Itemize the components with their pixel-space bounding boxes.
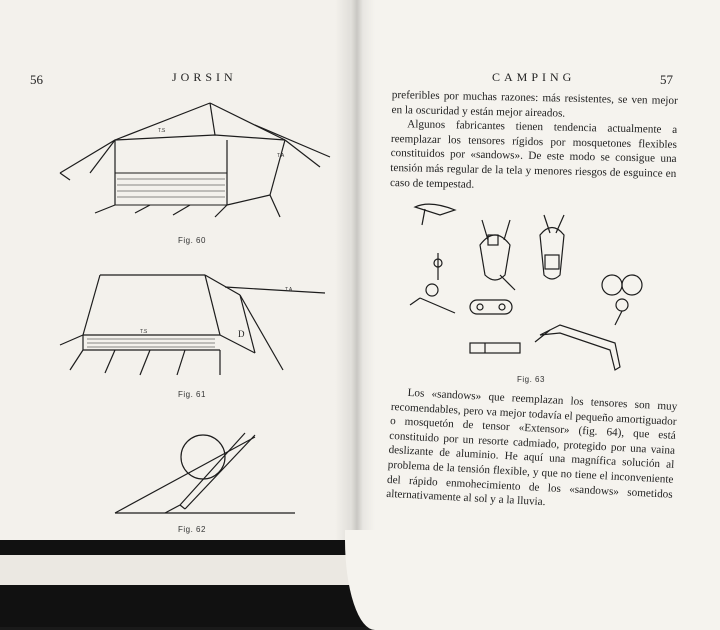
left-page-bottom-edge [0,555,360,585]
right-page-curl [345,530,720,630]
figure-60-tent-drawing [55,95,335,230]
book-gutter [335,0,375,600]
svg-text:T.S: T.S [140,329,148,335]
figure-63-caption: Fig. 63 [517,375,545,384]
right-page-number: 57 [660,72,673,87]
paragraph-1: preferibles por muchas razones: más resistentes, se ven mejor en la oscuridad y están mejor aireados. [391,88,678,120]
figure-62-caption: Fig. 62 [178,525,206,534]
figure-60-caption: Fig. 60 [178,236,206,245]
paragraph-3: Los «sandows» que reemplazan los tensores son muy recomendables, pero va mejor todavía el pequeño amortiguador o mosquetón de tensor «Extensor» (fig. 64), que está constituido por un resorte cadmiado, protegido por una vaina deslizante de aluminio. He aquí una magnífica solución al problema de la tensión flexible, y que no tiene el inconveniente del rápido enmohecimiento de los «sandows» sometidos alternativamente al sol y a la lluvia. [385,386,678,509]
svg-text:D: D [238,329,245,339]
right-page-top-text [390,88,678,196]
left-running-head: JORSIN [172,70,237,84]
svg-text:T.A: T.A [277,153,285,159]
figure-61-tent-drawing [55,265,330,385]
svg-text:T.S: T.S [158,128,166,134]
paragraph-2: Algunos fabricantes tienen tendencia actualmente a reemplazar los tensores rígidos por mosquetones flexibles constituidos por «sandows». De este modo se consigue una tensión más regular de la tela y menores riesgos de esguince en caso de tempestad. [389,118,678,191]
left-page-number: 56 [30,72,43,87]
svg-text:T.A: T.A [285,287,293,293]
right-running-head: CAMPING [492,70,576,84]
figure-63-tensors-drawing [400,195,670,370]
figure-61-caption: Fig. 61 [178,390,206,399]
right-page-bottom-text [386,385,678,517]
figure-62-pole-drawing [105,425,305,525]
